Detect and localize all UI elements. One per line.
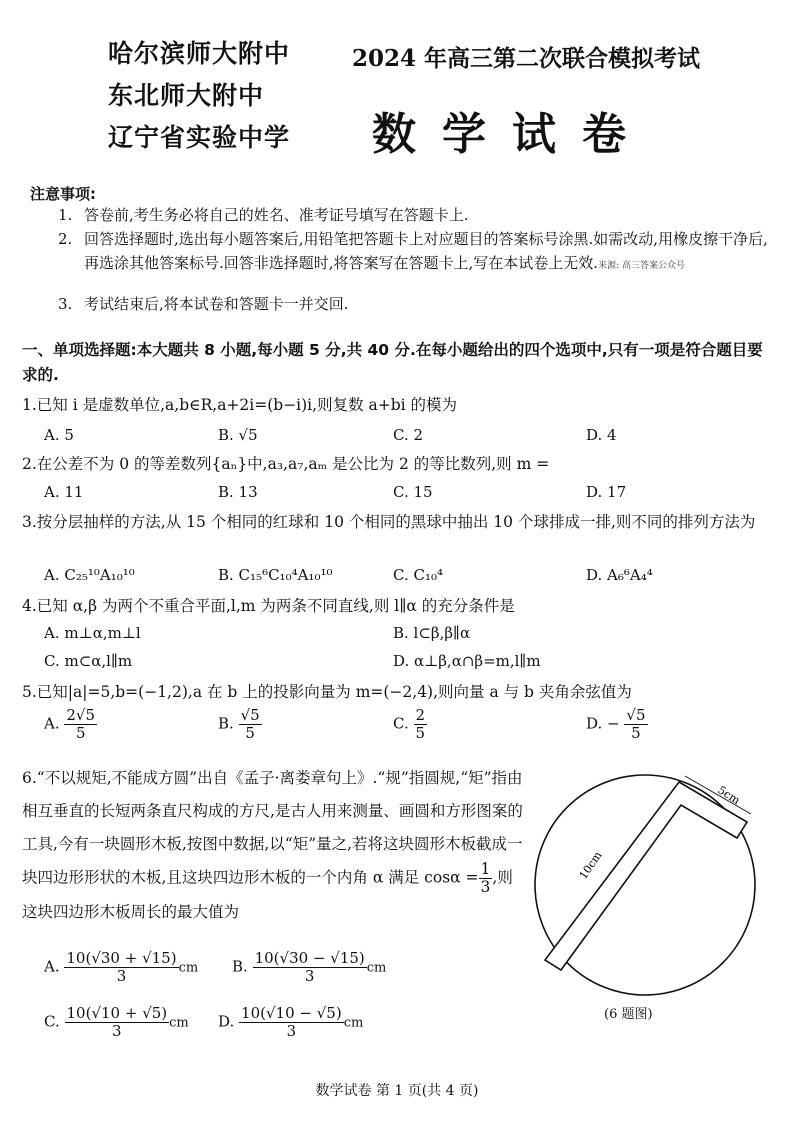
question-6-stem [22, 762, 527, 929]
q6-option-b [232, 950, 386, 985]
label-5cm: 5cm [715, 783, 743, 808]
denominator: 5 [415, 724, 426, 742]
q6-stem-part1: 6.“不以规矩,不能成方圆”出自《孟子·离娄章句上》.“规”指圆规,“矩”指由相互垂直的长短两条直尺构成的方尺,是古人用来测量、画圆和方形图案的工具,今有一块圆形木板,按图中数据,以“矩”量之,若将这块圆形木板截成一块四边形形状的木板,且这块四边形木板的一个内角 α 满足 cosα = [22, 769, 523, 887]
numerator: 10(√30 − √15) [254, 949, 365, 967]
school-name-2: 东北师大附中 [108, 81, 265, 110]
source-watermark: 来源: 高三答案公众号 [598, 261, 685, 271]
notes-heading: 注意事项: [30, 185, 96, 203]
option-label: B. [232, 957, 248, 976]
q5-option-b [218, 707, 262, 742]
note-item-2 [58, 227, 770, 299]
school-name-3: 辽宁省实验中学 [108, 123, 291, 152]
note-number: 2. [58, 230, 73, 248]
numerator: 1 [480, 860, 491, 878]
q3-option-b: B. C₁₅⁶C₁₀⁴A₁₀¹⁰ [218, 566, 333, 584]
note-text: 答卷前,考生务必将自己的姓名、准考证号填写在答题卡上. [84, 206, 469, 224]
q1-option-d: D. 4 [586, 426, 617, 444]
numerator: 10(√10 − √5) [241, 1004, 342, 1022]
q6-option-c [44, 1005, 189, 1040]
question-5-stem: 5.已知|a|=5,b=(−1,2),a 在 b 上的投影向量为 m=(−2,4),则向量 a 与 b 夹角余弦值为 [22, 683, 632, 701]
option-label: C. [44, 1012, 60, 1031]
numerator: 2√5 [66, 706, 96, 724]
page-footer: 数学试卷 第 1 页(共 4 页) [315, 1083, 479, 1099]
question-2-stem: 2.在公差不为 0 的等差数列{aₙ}中,a₃,a₇,aₘ 是公比为 2 的等比数列,则 m = [22, 455, 550, 473]
fraction [239, 707, 262, 742]
option-label: D. − [586, 714, 620, 733]
option-label: A. [44, 714, 60, 733]
option-label: A. [44, 957, 60, 976]
denominator: 3 [286, 1022, 297, 1040]
q6-option-d [218, 1005, 363, 1040]
fraction [253, 950, 367, 985]
exam-title: 2024 年高三第二次联合模拟考试 [352, 45, 701, 72]
note-item-1 [58, 203, 770, 227]
figure-caption: (6 题图) [604, 1007, 653, 1022]
unit: cm [366, 960, 387, 976]
q3-option-c: C. C₁₀⁴ [393, 566, 443, 584]
question-3-stem: 3.按分层抽样的方法,从 15 个相同的红球和 10 个相同的黑球中抽出 10 个球排成一排,则不同的排列方法为 [22, 513, 756, 531]
q2-option-c: C. 15 [393, 483, 433, 501]
unit: cm [169, 1015, 189, 1031]
question-1-stem: 1.已知 i 是虚数单位,a,b∈R,a+2i=(b−i)i,则复数 a+bi 的模为 [22, 396, 458, 414]
q5-option-d [586, 707, 648, 742]
denominator: 5 [245, 724, 255, 742]
numerator: 10(√30 + √15) [66, 949, 177, 967]
carpenter-square [545, 782, 747, 970]
q4-option-c: C. m⊂α,l∥m [44, 652, 133, 670]
subject-title: 数学试卷 [372, 109, 652, 160]
option-label: C. [393, 714, 409, 733]
numerator: √5 [626, 706, 646, 724]
label-10cm: 10cm [576, 849, 605, 882]
fraction [64, 950, 178, 985]
denominator: 5 [631, 724, 641, 742]
note-text: 回答选择题时,选出每小题答案后,用铅笔把答题卡上对应题目的答案标号涂黑.如需改动,用橡皮擦干净后,再选涂其他答案标号.回答非选择题时,将答案写在答题卡上,写在本试卷上无效. [84, 230, 768, 272]
q4-option-a: A. m⊥α,m⊥l [44, 624, 141, 642]
denominator: 3 [480, 878, 491, 896]
section-heading: 一、单项选择题:本大题共 8 小题,每小题 5 分,共 40 分.在每小题给出的四个选项中,只有一项是符合题目要求的. [22, 341, 763, 384]
q2-option-a: A. 11 [44, 483, 84, 501]
fraction [479, 861, 493, 896]
q6-stem-part2: ,则这块四边形木板周长的最大值为 [22, 868, 513, 921]
note-text: 考试结束后,将本试卷和答题卡一并交回. [84, 295, 349, 313]
q4-option-b: B. l⊂β,β∥α [393, 624, 471, 642]
note-number: 1. [58, 206, 73, 224]
numerator: 2 [415, 706, 426, 724]
denominator: 5 [75, 724, 86, 742]
q3-option-d: D. A₆⁶A₄⁴ [586, 566, 653, 584]
q6-option-a [44, 950, 198, 985]
note-item-3 [58, 292, 770, 316]
numerator: 10(√10 + √5) [66, 1004, 168, 1022]
denominator: 3 [304, 967, 315, 985]
option-label: B. [218, 714, 234, 733]
q2-option-b: B. 13 [218, 483, 258, 501]
option-label: D. [218, 1012, 235, 1031]
numerator: √5 [240, 706, 260, 724]
denominator: 3 [116, 967, 127, 985]
q1-option-a: A. 5 [44, 426, 74, 444]
fraction [65, 1005, 170, 1040]
fraction [239, 1005, 344, 1040]
q1-option-c: C. 2 [393, 426, 424, 444]
q2-option-d: D. 17 [586, 483, 627, 501]
school-name-1: 哈尔滨师大附中 [108, 39, 291, 68]
unit: cm [343, 1015, 364, 1031]
q5-option-c [393, 707, 427, 742]
unit: cm [178, 960, 199, 976]
q4-option-d: D. α⊥β,α∩β=m,l∥m [393, 652, 541, 670]
q5-option-a [44, 707, 97, 742]
q3-option-a: A. C₂₅¹⁰A₁₀¹⁰ [44, 566, 135, 584]
q1-option-b: B. √5 [218, 426, 258, 444]
note-number: 3. [58, 295, 73, 313]
fraction [64, 707, 97, 742]
q6-figure [515, 770, 785, 1000]
denominator: 3 [112, 1022, 122, 1040]
fraction [624, 707, 647, 742]
question-4-stem: 4.已知 α,β 为两个不重合平面,l,m 为两条不同直线,则 l∥α 的充分条件是 [22, 597, 515, 615]
fraction [414, 707, 428, 742]
